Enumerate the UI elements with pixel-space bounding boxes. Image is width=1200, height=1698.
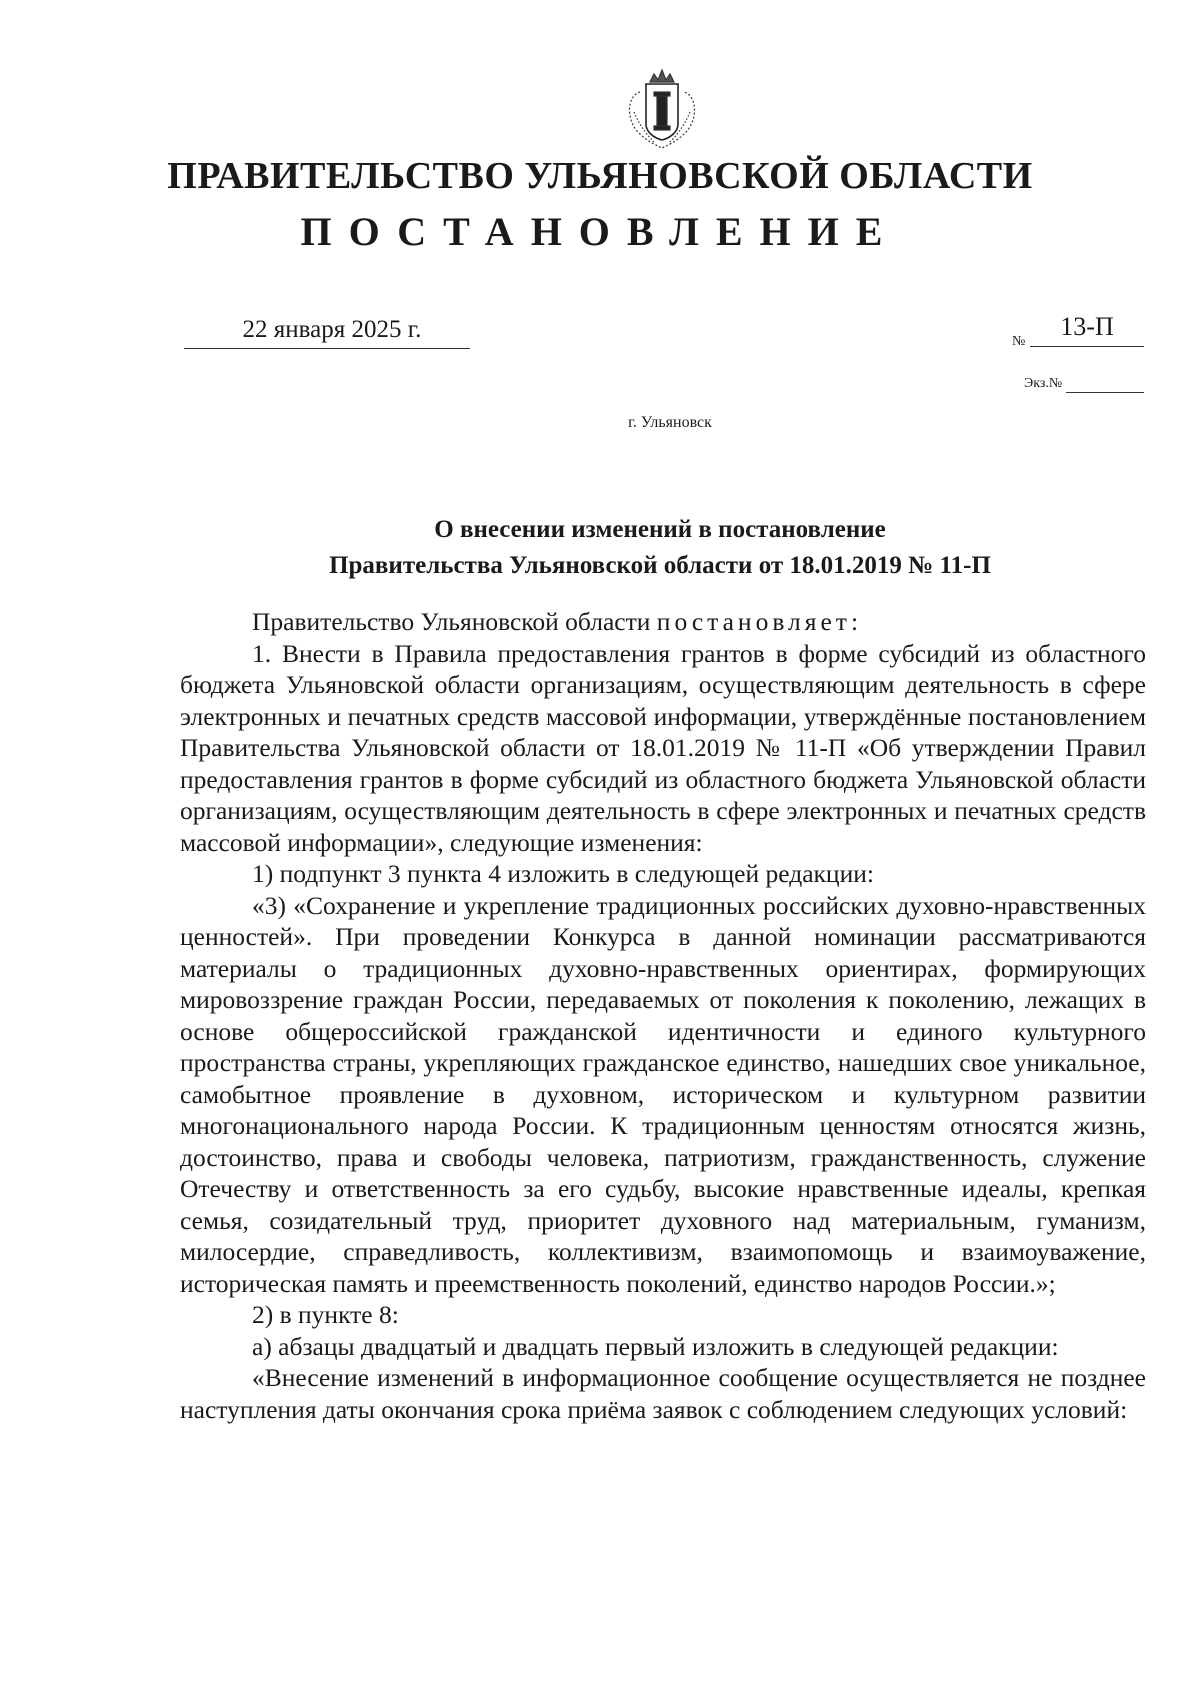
intro-paragraph bbox=[180, 606, 1146, 638]
intro-suffix: : bbox=[850, 607, 859, 636]
document-subject bbox=[0, 512, 1200, 584]
document-number: 13-П bbox=[1060, 312, 1114, 341]
body-paragraph: а) абзацы двадцатый и двадцать первый изложить в следующей редакции: bbox=[252, 1331, 1059, 1361]
body-paragraph: «3) «Сохранение и укрепление традиционных российских духовно-нравственных ценностей». При проведении Конкурса в данной номинации рассматриваются материалы о традиционных духовно-нравственных ориентирах, формирующих мировоззрение граждан России, передаваемых от поколения к поколению, лежащих в основе общероссийской гражданской идентичности и единого культурного пространства страны, укрепляющих гражданское единство, нашедших свое уникальное, самобытное проявление в духовном, историческом и культурном развитии многонационального народа России. К традиционным ценностям относятся жизнь, достоинство, права и свободы человека, патриотизм, гражданственность, служение Отечеству и ответственность за его судьбу, высокие нравственные идеалы, крепкая семья, созидательный труд, приоритет духовного над материальным, гуманизм, милосердие, справедливость, коллективизм, взаимопомощь и взаимоуважение, историческая память и преемственность поколений, единство народов России.»; bbox=[180, 890, 1146, 1298]
body-paragraph: 1) подпункт 3 пункта 4 изложить в следующей редакции: bbox=[252, 859, 874, 888]
document-date: 22 января 2025 г. bbox=[242, 316, 422, 343]
body-paragraph: 2) в пункте 8: bbox=[252, 1300, 399, 1329]
body-paragraph: 1. Внести в Правила предоставления грантов в форме субсидий из областного бюджета Ульяновской области организациям, осуществляющим деятельность в сфере электронных и печатных средств массовой информации, утверждённые постановлением Правительства Ульяновской области от 18.01.2019 № 11-П «Об утверждении Правил предоставления грантов в форме субсидий из областного бюджета Ульяновской области организациям, осуществляющим деятельность в сфере электронных и печатных средств массовой информации», следующие изменения: bbox=[180, 638, 1146, 857]
date-field bbox=[184, 312, 470, 349]
document-type-heading: ПОСТАНОВЛЕНИЕ bbox=[300, 209, 900, 254]
number-prefix: № bbox=[1012, 334, 1026, 349]
subject-line-2: Правительства Ульяновской области от 18.01.2019 № 11-П bbox=[329, 552, 991, 579]
copy-number-line bbox=[1066, 392, 1144, 393]
intro-prefix: Правительство Ульяновской области bbox=[252, 607, 657, 636]
coat-of-arms-emblem bbox=[620, 62, 704, 154]
document-body bbox=[180, 606, 1146, 1425]
government-title: ПРАВИТЕЛЬСТВО УЛЬЯНОВСКОЙ ОБЛАСТИ bbox=[167, 155, 1033, 197]
body-paragraph: «Внесение изменений в информационное сообщение осуществляется не позднее наступления даты окончания срока приёма заявок с соблюдением следующих условий: bbox=[180, 1363, 1146, 1424]
copy-number-label: Экз.№ bbox=[1024, 376, 1063, 391]
subject-line-1: О внесении изменений в постановление bbox=[434, 516, 886, 543]
number-field bbox=[1030, 308, 1144, 347]
intro-spaced-word: постановляет bbox=[656, 607, 851, 636]
city-name: г. Ульяновск bbox=[628, 414, 712, 431]
